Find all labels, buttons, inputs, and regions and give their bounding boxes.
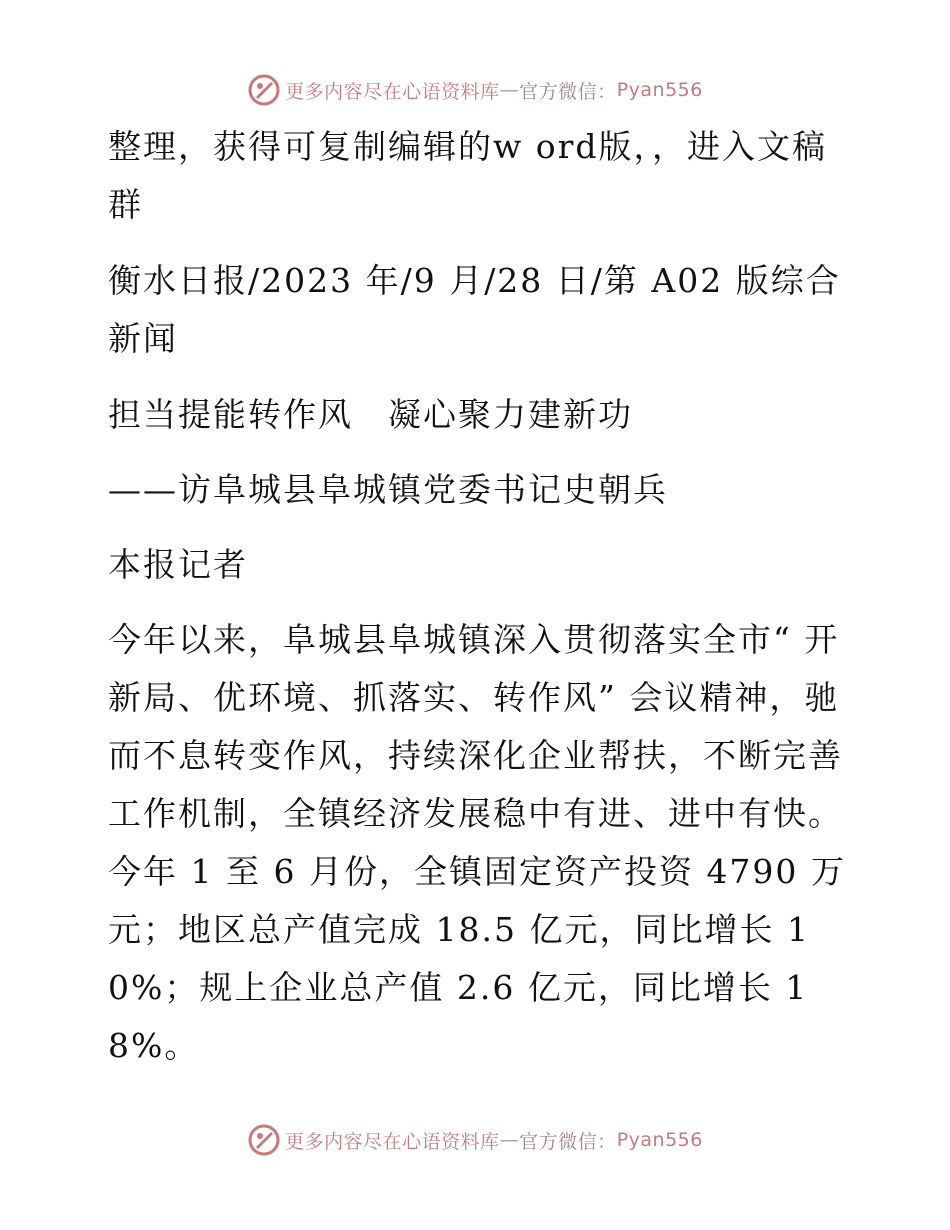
doc-byline: 本报记者 [108,545,248,584]
footer-watermark [0,1120,950,1160]
watermark-wechat-label: 官方微信： [519,80,617,103]
doc-source-line: 衡水日报/2023 年/9 月/28 日/第 A02 版综合新闻 [108,261,841,358]
document-body [98,118,858,1075]
watermark-separator: — [499,1129,520,1151]
watermark-wechat-label: 官方微信： [519,1130,617,1153]
quill-seal-icon [247,73,281,107]
doc-subtitle: ——访阜城县阜城镇党委书记史朝兵 [108,470,668,509]
watermark-main-text: 更多内容尽在心语资料库 [285,80,500,103]
header-watermark [0,70,950,110]
watermark-wechat-id: Pyan556 [616,1129,703,1151]
watermark-wechat-id: Pyan556 [616,79,703,101]
quill-seal-icon [247,1123,281,1157]
doc-title: 担当提能转作风 凝心聚力建新功 [108,395,633,434]
watermark-separator: — [499,79,520,101]
doc-note-paragraph: 整理，获得可复制编辑的w ord版，，进入文稿群 [108,127,828,224]
watermark-main-text: 更多内容尽在心语资料库 [285,1130,500,1153]
doc-body-paragraph: 今年以来，阜城县阜城镇深入贯彻落实全市“ 开新局、优环境、抓落实、转作风” 会议精神，驰而不息转变作风，持续深化企业帮扶，不断完善工作机制，全镇经济发展稳中有进、进中有快。今年 1 至 6 月份，全镇固定资产投资 4790 万元；地区总产值完成 18.5 亿元，同比增长 10%；规上企业总产值 2.6 亿元，同比增长 18%。 [108,620,846,1065]
